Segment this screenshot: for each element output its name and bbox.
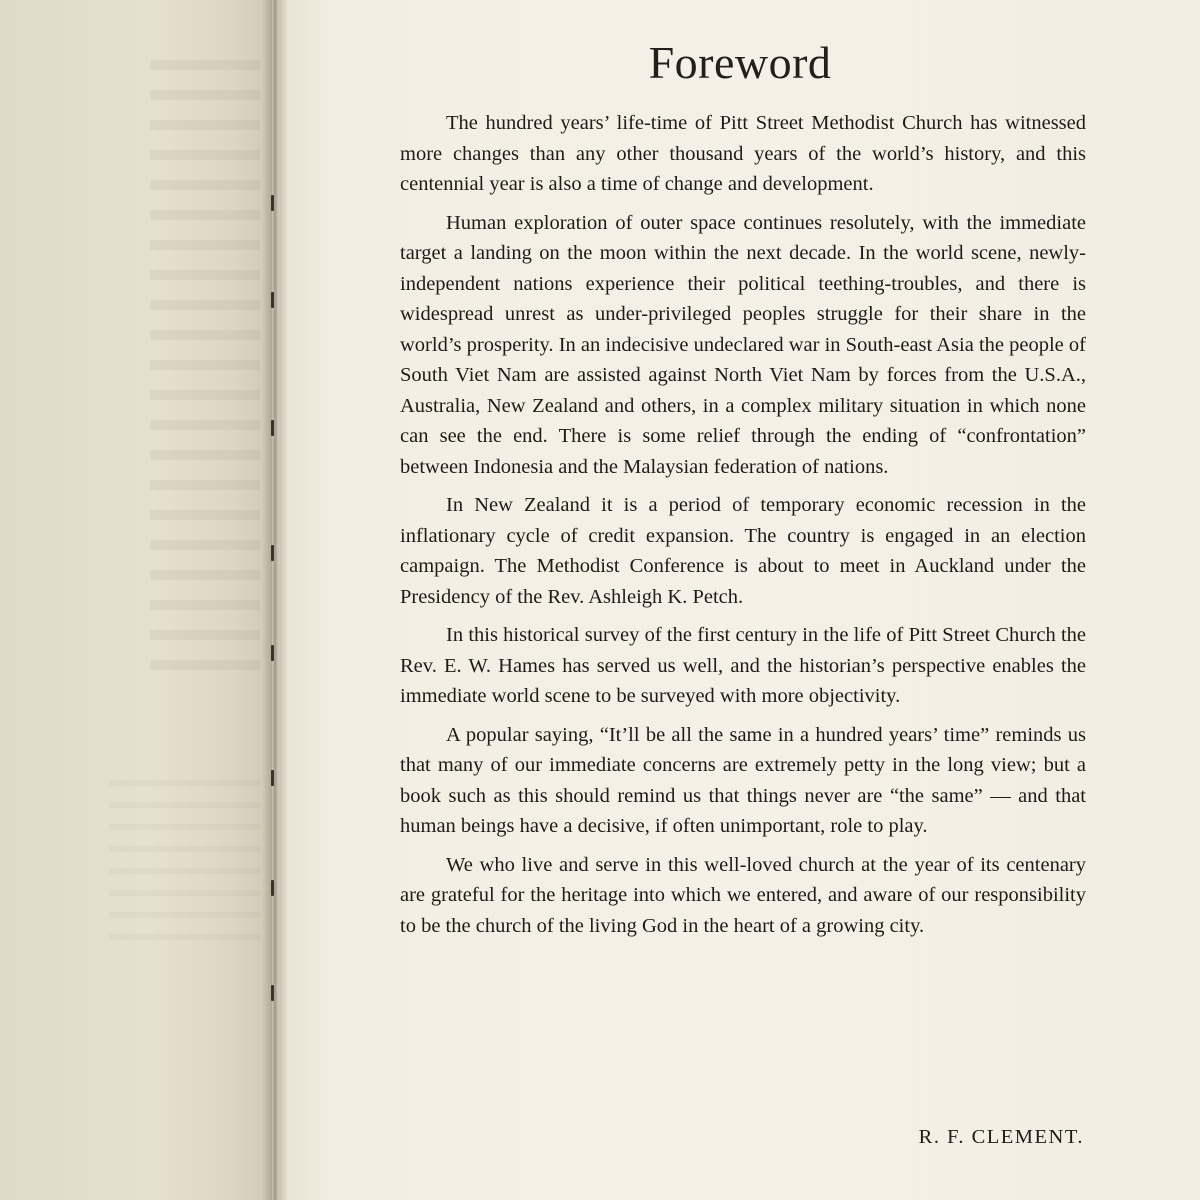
paragraph-2: Human exploration of outer space continues resolutely, with the immediate target a landing on the moon within the next decade. In the world scene, newly-independent nations experience their political teething-troubles, and there is widespread unrest as under-privileged peoples struggle for their share in the world’s prosperity. In an indecisive undeclared war in South-east Asia the people of South Viet Nam are assisted against North Viet Nam by forces from the U.S.A., Australia, New Zealand and others, in a complex military situation in which none can see the end. There is some relief through the ending of “confrontation” between Indonesia and the Malaysian federation of nations. <box>400 211 1086 478</box>
binding-stitch <box>271 985 274 1001</box>
foreword-body <box>400 108 1086 949</box>
book-gutter <box>262 0 288 1200</box>
paragraph-5: A popular saying, “It’ll be all the same in a hundred years’ time” reminds us that many of our immediate concerns are extremely petty in the long view; but a book such as this should remind us that things never are “the same” — and that human beings have a decisive, if often unimportant, role to play. <box>400 723 1086 837</box>
signature: R. F. CLEMENT. <box>918 1126 1084 1148</box>
binding-stitch <box>271 545 274 561</box>
paragraph-1: The hundred years’ life-time of Pitt Street Methodist Church has witnessed more changes than any other thousand years of the world’s history, and this centennial year is also a time of change and development. <box>400 112 1086 195</box>
binding-stitch <box>271 420 274 436</box>
left-page <box>0 0 272 1200</box>
binding-stitch <box>271 292 274 308</box>
paragraph-6: We who live and serve in this well-loved church at the year of its centenary are grateful for the heritage into which we entered, and aware of our responsibility to be the church of the living God in the heart of a growing city. <box>400 853 1086 937</box>
page-title: Foreword <box>648 37 832 88</box>
paragraph-4: In this historical survey of the first century in the life of Pitt Street Church the Rev. E. W. Hames has served us well, and the historian’s perspective enables the immediate world scene to be surveyed with more objectivity. <box>400 624 1086 707</box>
binding-stitch <box>271 770 274 786</box>
paragraph-3: In New Zealand it is a period of temporary economic recession in the inflationary cycle of credit expansion. The country is engaged in an election campaign. The Methodist Conference is about to meet in Auckland under the Presidency of the Rev. Ashleigh K. Petch. <box>400 494 1086 608</box>
binding-stitch <box>271 645 274 661</box>
show-through-text-lower <box>110 780 260 940</box>
binding-stitch <box>271 880 274 896</box>
show-through-text <box>150 60 260 680</box>
binding-stitch <box>271 195 274 211</box>
